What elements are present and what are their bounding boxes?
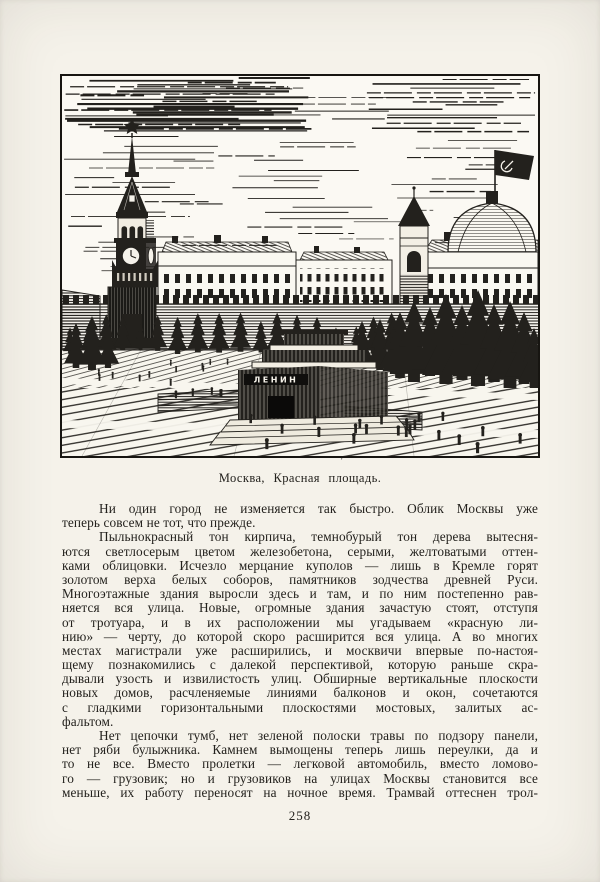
- figure-caption: Москва, Красная площадь.: [218, 471, 382, 485]
- text-line: Пыльнокрасный тон кирпича, темнобурый тон дерева вытесня-: [99, 530, 538, 545]
- text-line: меньше, их работу переносят на ночное время. Трамвай оттеснен трол-: [62, 785, 538, 800]
- engraving-moscow-red-square: [62, 76, 538, 456]
- senate-tower: [398, 186, 430, 304]
- text-line: от тротуара, и в их расположении мы угадываем «красную ли-: [62, 615, 538, 630]
- illustration-red-square: [60, 74, 540, 458]
- text-line: ются светлосерым цветом железобетона, серыми, желтоватыми оттен-: [62, 544, 538, 559]
- mausoleum-name-text: ЛЕНИН: [253, 375, 299, 385]
- kremlin-palace-facade: [158, 235, 392, 304]
- page-number: 258: [288, 808, 312, 823]
- text-line: теперь совсем не тот, что прежде.: [62, 516, 256, 531]
- text-line: нет ряби булыжника. Камнем вымощены теперь лишь переулки, да и: [62, 743, 538, 758]
- text-line: Многоэтажные здания выросли здесь и там, и по ним постепенно рав-: [62, 587, 538, 602]
- text-line: фальтом.: [62, 714, 114, 729]
- caption-mark: ': [341, 456, 343, 466]
- text-line: то не все. Вместо пролетки — легковой автомобиль, вместо ломово-: [62, 757, 538, 772]
- body-text: [62, 502, 538, 800]
- text-line: дывали узость и извилистость улиц. Обширные вертикальные плоскости: [62, 672, 538, 687]
- text-line: ками облицовки. Исчезло мерцание куполов — лишь в Кремле горят: [62, 558, 538, 573]
- text-line: местах магистрали уже расширились, и москвичи впервые по-настоя-: [62, 643, 538, 658]
- text-line: го — грузовик; но и грузовиков на улицах Москвы становится все: [62, 771, 538, 786]
- text-line: новых домов, расчленяемые линиями балконов и окон, сочетаются: [62, 686, 538, 701]
- text-line: золотом верха белых соборов, памятников зодчества древней Руси.: [62, 572, 538, 587]
- senate-building: [424, 150, 538, 304]
- text-line: Нет цепочки тумб, нет зеленой полоски травы по подзору панели,: [99, 729, 538, 743]
- text-line: Ни один город не изменяется так быстро. Облик Москвы уже: [99, 502, 538, 516]
- text-line: нию» — черту, до которой скоро расширится вся улица. А во многих: [62, 629, 538, 644]
- text-line: няется вся улица. Новые, огромные здания зачастую стоят, отступя: [62, 601, 538, 616]
- text-line: с гладкими горизонтальными плоскостями мостовых, залитых ас-: [62, 700, 538, 715]
- text-line: щему познакомились с далекой перспективой, которую раньше скра-: [62, 658, 538, 673]
